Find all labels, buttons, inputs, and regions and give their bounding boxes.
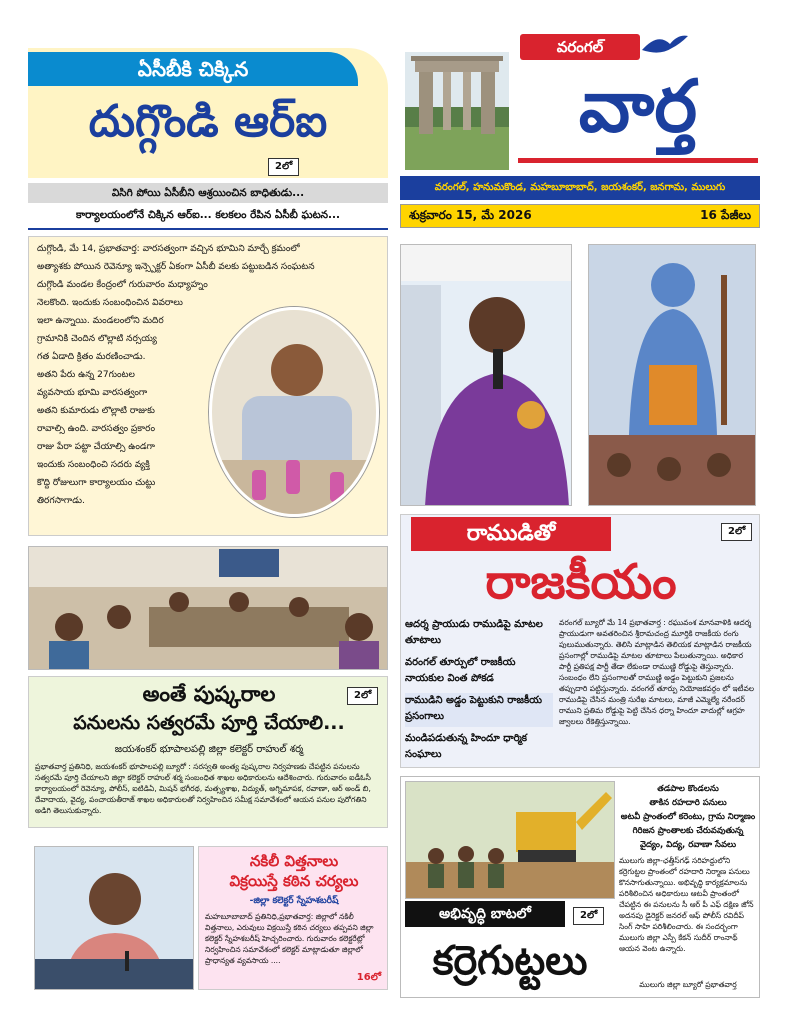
acb-line-12: రాజు పేరా పట్టా చేయాల్సి ఉండగా xyxy=(37,442,155,452)
warangal-fort-photo xyxy=(405,52,509,170)
date-strip xyxy=(400,204,760,228)
ramudu-box xyxy=(400,514,760,768)
acb-line-14: కొద్ది రోజులుగా కార్యాలయం చుట్టు xyxy=(37,478,156,488)
pushkaralu-headline-1: అంతే పుష్కరాల xyxy=(142,682,276,706)
district-strip: వరంగల్, హనుమకొండ, మహబూబాబాద్, జయశంకర్, జనగామ, ములుగు xyxy=(400,176,760,200)
brand-underline xyxy=(518,158,758,163)
seeds-headline-2: విక్రయిస్తే కఠిన చర్యలు xyxy=(229,872,359,890)
rama-statue-photo xyxy=(588,244,756,506)
karregutta-line-3: అటవీ ప్రాంతంలో కరెంటు, గ్రామ నిర్మాణం xyxy=(620,812,756,822)
karregutta-line-5: వైద్యం, విద్య, రవాణా సేవలు xyxy=(639,840,737,850)
ramudu-headline-1: రాముడితో xyxy=(411,517,611,551)
speaker-photo xyxy=(400,244,572,506)
karregutta-line-1: తడపాల కొండలను xyxy=(657,784,719,794)
ramudu-side-3: రాముడిని అడ్డం పెట్టుకుని రాజకీయ ప్రసంగాలు xyxy=(405,693,553,727)
acb-line-10: అతని కుమారుడు లొల్లాటి రాజుకు xyxy=(37,406,155,416)
acb-sub2: కార్యాలయంలోనే చిక్కిన ఆర్ఐ... కలకలం రేపిన ఏసీబీ ఘటన... xyxy=(75,209,341,221)
karregutta-box xyxy=(400,776,760,998)
acb-line-2: అత్యాశకు పోయిన రెవెన్యూ ఇన్స్పెక్టర్ ఏకంగా ఏసీబీ వలకు పట్టుబడిన సంఘటన xyxy=(37,262,315,272)
karregutta-line-4: గిరిజన ప్రాంతాలకు చేరువవుతున్న xyxy=(632,826,744,836)
acb-ri-photo xyxy=(209,307,379,517)
acb-line-9: వ్యవసాయ భూమి వారసత్వంగా xyxy=(37,388,148,398)
karregutta-page-tag[interactable]: 2లో xyxy=(573,907,604,925)
acb-line-3: దుగ్గొండి మండల కేంద్రంలో గురువారం మధ్యాహ్నం xyxy=(37,280,208,290)
karregutta-headline: కర్రెగుట్టలు xyxy=(432,938,588,984)
ramudu-side-4: మండిపడుతున్న హిందూ ధార్మిక సంఘాలు xyxy=(405,733,528,760)
pushkaralu-byline: జయశంకర్ భూపాలపల్లి జిల్లా కలెక్టర్ రాహుల్ శర్మ xyxy=(114,744,304,755)
ramudu-page-tag[interactable]: 2లో xyxy=(721,523,752,541)
ramudu-headline-2: రాజకీయం xyxy=(485,554,677,610)
page-count: 16 పేజీలు xyxy=(700,208,751,222)
brand-logo: వార్త xyxy=(578,64,698,148)
acb-sub1: విసిగి పోయి ఏసీబీని ఆశ్రయించిన బాధితుడు... xyxy=(28,183,388,203)
acb-line-6: గ్రామానికి చెందిన లొల్లాటి నర్సయ్య xyxy=(37,334,157,344)
pushkaralu-page-tag[interactable]: 2లో xyxy=(347,687,378,705)
ramudu-side-1: ఆదర్శ ప్రాయుడు రాముడిపై మాటల తూటాలు xyxy=(405,619,543,646)
pushkaralu-body: ప్రభాతవార్త ప్రతినిధి, జయశంకర్ భూపాలపల్లి బ్యూరో : సరస్వతి అంత్య పుష్కరాల నిర్వహణకు చేపట్టిన పనులను సత్వరమే పూర్తి చేయాలని జిల్లా కలెక్టర్ రాహుల్ శర్మ సంబంధిత శాఖల అధికారులను ఆదేశించారు. గురువారం ఐడీఓసీ కార్యాలయంలో రెవెన్యూ, పోలీస్, ఐటిడిఏ, మిషన్ భగీరథ, మత్స్యశాఖ, విద్యుత్, అగ్నిమాపక, రవాణా, ఆర్ అండ్ బి, దేవాదాయ, వైద్య, పంచాయతీరాజ్ శాఖల అధికారులతో నిర్వహించిన సమీక్ష సమావేశంలో ఆయన పనుల పురోగతిని అడిగి తెలుసుకున్నారు. xyxy=(35,762,371,815)
karregutta-line-2: తాకిన రహదారి పనులు xyxy=(649,798,727,808)
review-meeting-photo xyxy=(28,546,388,670)
acb-line-15: తిరగసాగాడు. xyxy=(37,496,85,506)
brand-small: వరంగల్ xyxy=(520,34,640,60)
seeds-page-ref[interactable]: 16లో xyxy=(356,972,381,983)
seeds-headline-1: నకిలీ విత్తనాలు xyxy=(249,852,339,870)
ramudu-side-2: వరంగల్ తూర్పులో రాజకీయ నాయకుల వింత పోకడ xyxy=(405,657,516,684)
acb-header-box xyxy=(28,48,388,178)
excavator-photo xyxy=(405,781,615,899)
karregutta-credit: ములుగు జిల్లా బ్యూరో ప్రభాతవార్త xyxy=(639,980,737,989)
acb-page-tag[interactable]: 2లో xyxy=(268,158,299,176)
seeds-byline: -జిల్లా కలెక్టర్ స్నేహశబరీష్ xyxy=(249,896,339,906)
seeds-body: మహబూబాబాద్ ప్రతినిధి,ప్రభాతవార్త: జిల్లాలో నకిలీ విత్తనాలు, ఎరువులు విక్రయిస్తే కఠిన చర్యలు తప్పవని జిల్లా కలెక్టర్ స్నేహశబరీష్ హెచ్చరించారు. గురువారం కలెక్టరేట్లో నిర్వహించిన సమావేశంలో కలెక్టర్ మాట్లాడుతూ జిల్లాలో ప్రాధాన్యత వ్యవసాయ .... xyxy=(205,912,374,965)
acb-line-7: గత ఏడాది క్రితం మరణించాడు. xyxy=(37,352,146,362)
ramudu-body: వరంగల్ బ్యూరో మే 14 ప్రభాతవార్త : రఘువంశ మానవాళికి ఆదర్శ ప్రాయుడుగా అవతరించిన శ్రీరామచంద్ర మూర్తికి రాజకీయ రంగు పులుముతున్నారు. తెలిసి మాట్లాడిన తెలియక మాట్లాడిన రాజకీయ ప్రసంగాల్లో రాముడిపై మాటల తూటాలు పేలుతున్నాయి. అధికార పార్టీ ప్రతిపక్ష పార్టీ తేడా లేకుండా రాముణ్ణి రోడ్డుపై తెస్తున్నారు. సంబంధం లేని ప్రసంగాలతో రాముణ్ణి అడ్డం పెట్టుకుని ప్రజలను తప్పుదారి పట్టిస్తున్నారు. వరంగల్ తూర్పు నియోజకవర్గం లో ఇటీవల రాముడిపై చేసిన మంత్రి సురేఖ మాటలు, మాజీ ఎమ్మెల్యే నరేందర్ రాముని ప్రతిమ రోడ్డుపై పెట్టి చేసిన ధర్నా హిందూ వాదుల్లో ఆగ్రహ జ్వాలలు రేకెత్తిస్తున్నాయి. xyxy=(559,618,755,726)
karregutta-body: ములుగు జిల్లా-ఛత్తీస్‌గఢ్ సరిహద్దులోని కర్రెగుట్టల ప్రాంతంలో రహదారి నిర్మాణ పనులు కొనసాగుతున్నాయి. అభివృద్ధి కార్యక్రమాలను పరిశీలించిన అధికారులు ఆటవీ ప్రాంతంలో చేపట్టిన ఈ పనులను సీ ఆర్ పీ ఎఫ్ దక్షిణ జోన్ అదనపు డైరెక్టర్ జనరల్ ఆఫ్ పోలీస్ రవిదీప్ సింగ్ సాహి పరిశీలించారు. ఈ సందర్భంగా ములుగు జిల్లా ఎస్పీ కేకన్ సుదీర్ రాంనాథ్ ఆయన వెంట ఉన్నారు. xyxy=(619,856,754,953)
karregutta-kicker: అభివృద్ధి బాటలో xyxy=(405,901,565,927)
collector-photo xyxy=(34,846,194,990)
acb-line-1: దుగ్గొండి, మే 14, ప్రభాతవార్త: వారసత్వంగా వచ్చిన భూమిని మార్చే క్రమంలో xyxy=(37,244,300,254)
seeds-box xyxy=(198,846,388,990)
pushkaralu-box xyxy=(28,676,388,828)
acb-divider xyxy=(28,228,388,230)
pushkaralu-headline-2: పనులను సత్వరమే పూర్తి చేయాలి... xyxy=(73,712,345,734)
acb-line-13: ఇందుకు సంబంధించి సదరు వ్యక్తి xyxy=(37,460,150,470)
acb-line-5: ఇలా ఉన్నాయి. మండలంలోని మదిర xyxy=(37,316,164,326)
acb-line-4: నెలకొంది. ఇందుకు సంబంధించిన వివరాలు xyxy=(37,298,183,308)
acb-line-8: అతని పేరు ఉన్న 27గుంటల xyxy=(37,370,135,380)
issue-date: శుక్రవారం 15, మే 2026 xyxy=(409,208,532,222)
acb-body xyxy=(28,236,388,536)
acb-headline: దుగ్గొండి ఆర్ఐ xyxy=(88,96,328,147)
acb-line-11: రావాల్సి ఉంది. వారసత్వం ప్రకారం xyxy=(37,424,156,434)
acb-kicker: ఏసీబీకి చిక్కిన xyxy=(28,52,358,86)
